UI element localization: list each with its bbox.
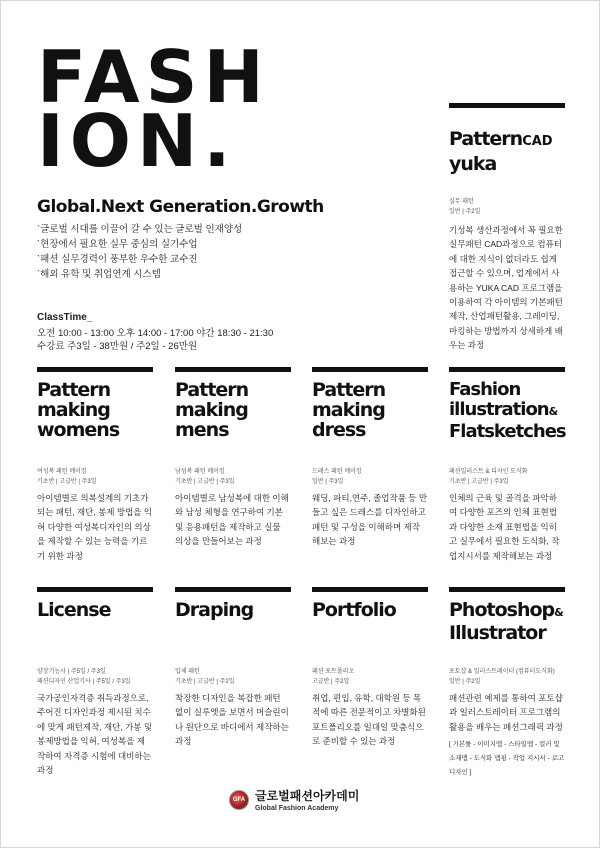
course-meta-line: 패션일러스트 & 디자인 도식화 (449, 469, 528, 475)
course-meta (449, 467, 565, 487)
course-description: 기성복 생산과정에서 꼭 필요한 실무패턴 CAD과정으로 컴퓨터에 대한 지식이 없더라도 쉽게 접근할 수 있으며, 업계에서 사용하는 YUKA CAD 프로그램을 이용하여 각 아이템의 기본패턴제작, 산업패턴활용, 그레이딩, 마킹하는 방법까지 상세하게 배우는 과정 (449, 225, 563, 351)
divider-bar (37, 367, 153, 372)
highlights-list (37, 222, 242, 282)
course-title-amp: & (548, 405, 558, 418)
course-title (449, 128, 565, 175)
course-body (175, 667, 291, 749)
course-title-cad: CAD (522, 134, 553, 149)
course-meta (37, 667, 153, 687)
course-description: 웨딩, 파티,연주, 졸업작품 등 만들고 싶은 드레스를 디자인하고 패턴 및 구성을 이해하며 제작해보는 과정 (312, 493, 428, 547)
course-meta (449, 667, 565, 687)
divider-bar (449, 103, 565, 108)
course-meta-line: 남성복 패턴 메이킹 (175, 469, 225, 475)
course-pattern-womens (37, 367, 153, 561)
course-meta-line: 일반 | 주3일 (312, 479, 344, 485)
academy-logo (229, 787, 359, 812)
divider-bar (312, 367, 428, 372)
course-title-part: Fashion illustration (449, 379, 549, 420)
course-meta-line: 기초반 | 고급반 | 주3일 (175, 479, 235, 485)
divider-bar (312, 587, 428, 592)
course-description: 국가공인자격증 취득과정으로, 주어진 디자인과정 제시된 치수에 맞게 패턴제작, 재단, 가봉 및 봉제방법을 익혀, 여성복을 제작하여 자격증 시험에 대비하는 과정 (37, 693, 153, 776)
highlight-item: ` 현장에서 필요한 실무 중심의 실기수업 (37, 237, 242, 252)
course-title-part: Pattern (449, 128, 523, 150)
course-meta-line: 고급반 | 주2일 (312, 679, 350, 685)
course-meta-line: 기초반 | 고급반 | 주3일 (449, 479, 509, 485)
course-meta-line: 기초반 | 고급반 | 주2일 (175, 679, 235, 685)
course-title-part: Photoshop (449, 599, 555, 621)
course-meta (37, 467, 153, 487)
class-time-title: ClassTime_ (37, 312, 93, 323)
course-body (37, 667, 153, 777)
divider-bar (449, 587, 565, 592)
divider-bar (449, 367, 565, 372)
course-meta (312, 467, 428, 487)
course-body (312, 467, 428, 549)
course-portfolio (312, 587, 428, 747)
course-title: Portfolio (312, 599, 396, 621)
course-meta-line: 일반 | 주2일 (449, 209, 481, 215)
course-meta (312, 667, 428, 687)
course-title: Pattern making mens (175, 379, 249, 441)
course-description: 인체의 근육 및 골격을 파악하여 다양한 포즈의 인체 표현법과 다양한 소재 표현법을 익히고 실무에서 필요한 도식화, 작업지시서를 제작해보는 과정 (449, 493, 560, 561)
course-photoshop-illustrator (449, 587, 565, 777)
hero-line-2: ION. (37, 99, 237, 183)
course-meta (175, 467, 291, 487)
course-title: Pattern making womens (37, 379, 120, 441)
course-pattern-mens (175, 367, 291, 547)
class-time-schedule: 오전 10:00 - 13:00 오후 14:00 - 17:00 야간 18:30 - 21:30 (37, 328, 274, 339)
course-meta-line: 기초반 | 고급반 | 주3일 (37, 479, 97, 485)
academy-name (255, 787, 359, 812)
course-description: 패션관련 예제를 통하여 포토샵과 일러스트레이터 프로그램의 활용을 배우는 패션그래픽 과정 (449, 693, 563, 732)
highlight-item: ` 글로벌 시대를 이끌어 갈 수 있는 글로벌 인재양성 (37, 222, 242, 237)
course-meta-line: 실무 패턴 (449, 199, 474, 205)
course-title-part: Flatsketches (449, 421, 566, 442)
course-draping (175, 587, 291, 747)
course-pattern-cad (449, 103, 565, 353)
course-title (449, 600, 565, 643)
course-meta-line: 여성복 패턴 메이킹 (37, 469, 87, 475)
course-fashion-illustration (449, 367, 566, 561)
course-meta-line: 드레스 패턴 메이킹 (312, 469, 362, 475)
academy-emblem-icon: GFA (229, 790, 249, 810)
academy-name-ko: 글로벌패션아카데미 (255, 789, 360, 803)
course-title: License (37, 599, 111, 621)
course-meta-line: 패션디자인 산업기사 | 주5일 / 주3일 (37, 679, 131, 685)
tagline: Global.Next Generation.Growth (37, 197, 324, 217)
course-title: Pattern making dress (312, 379, 386, 441)
hero-title (37, 35, 270, 183)
highlight-item: ` 패션 실무경력이 풍부한 우수한 교수진 (37, 252, 242, 267)
course-title: Draping (175, 599, 254, 621)
divider-bar (175, 367, 291, 372)
course-topics: [ 기본툴 - 이미지맵 - 스타일맵 - 컬러 및 소재맵 - 도식화 맵핑 - 작업 지시서 - 로고 디자인 ] (449, 741, 565, 777)
course-meta-line: 양장기능사 | 주5일 / 주3일 (37, 669, 106, 675)
divider-bar (37, 587, 153, 592)
class-time-section (37, 311, 273, 353)
course-meta-line: 입체 패턴 (175, 669, 200, 675)
hero-line-1: FASH (37, 35, 270, 119)
highlight-item: ` 해외 유학 및 취업연계 시스템 (37, 267, 242, 282)
course-title-part: yuka (449, 153, 497, 175)
academy-name-en: Global Fashion Academy (255, 805, 339, 812)
course-title-part: Illustrator (449, 622, 546, 644)
course-body (175, 467, 291, 549)
course-meta-line: 포토샵 & 일러스트레이터 (컴퓨터도식화) (449, 669, 555, 675)
course-body (37, 467, 153, 563)
course-meta-line: 일반 | 주2일 (449, 679, 481, 685)
course-body (449, 467, 565, 563)
course-meta (175, 667, 291, 687)
divider-bar (175, 587, 291, 592)
class-time-fee: 수강료 주3일 - 38만원 / 주2일 - 26만원 (37, 341, 198, 352)
course-pattern-dress (312, 367, 428, 547)
course-description: 착장한 디자인을 복잡한 패턴 없이 실루엣을 보면서 머슬린이나 원단으로 바디에서 제작하는 과정 (175, 693, 289, 747)
course-title-amp: & (554, 606, 563, 619)
course-description: 취업, 편입, 유학, 대학원 등 목적에 따른 전문적이고 차별화된 포트폴리오를 일대일 맞춤식으로 준비할 수 있는 과정 (312, 693, 426, 747)
course-description: 아이템별로 의복설계의 기초가 되는 패턴, 재단, 봉제 방법을 익혀 다양한 여성복디자인의 의상을 제작할 수 있는 능력을 기르기 위한 과정 (37, 493, 153, 561)
course-body (312, 667, 428, 749)
course-description: 아이템별로 남성복에 대한 이해와 남성 체형을 연구하여 기본 및 응용패턴을 제작하고 실물 의상을 만들어보는 과정 (175, 493, 289, 547)
course-license (37, 587, 153, 776)
course-meta (449, 197, 565, 217)
course-meta-line: 패션 포트폴리오 (312, 669, 355, 675)
course-title (449, 380, 565, 442)
course-body (449, 667, 565, 780)
